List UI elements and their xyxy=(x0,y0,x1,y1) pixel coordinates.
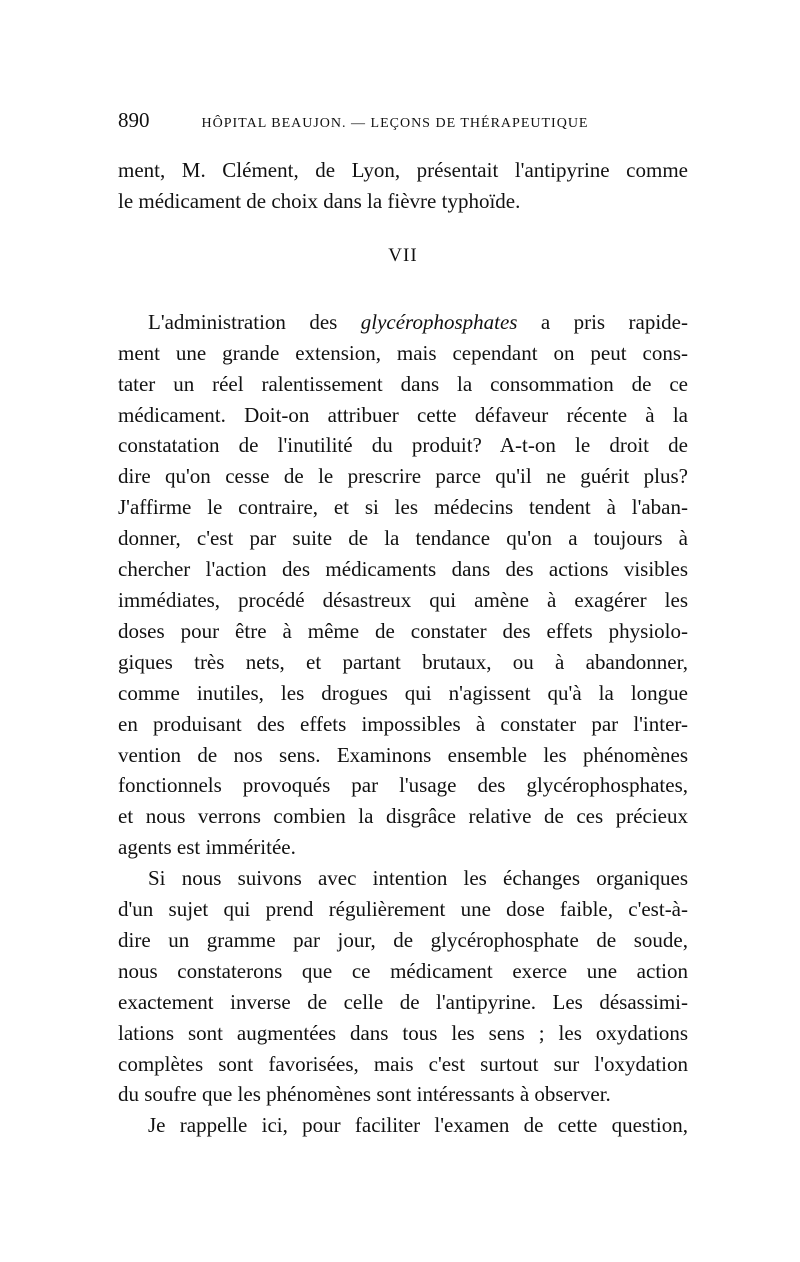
text-line: fonctionnels provoqués par l'usage des glycérophosphates, xyxy=(118,773,688,798)
text-line: agents est imméritée. xyxy=(118,835,296,860)
page-number: 890 xyxy=(118,108,150,132)
text-line: L'administration des glycérophosphates a pris rapide- xyxy=(148,309,688,334)
continuation-paragraph xyxy=(118,155,688,217)
section-number: VII xyxy=(388,244,418,266)
section-paragraph-3 xyxy=(118,1110,688,1141)
text-line: donner, c'est par suite de la tendance qu'on a toujours à xyxy=(118,526,688,551)
text-line: tater un réel ralentissement dans la consommation de ce xyxy=(118,371,688,396)
text-line: médicament. Doit-on attribuer cette défaveur récente à la xyxy=(118,402,688,427)
text-line: doses pour être à même de constater des effets physiolo- xyxy=(118,618,688,643)
text-line: Je rappelle ici, pour faciliter l'examen de cette question, xyxy=(148,1113,688,1138)
text-line: giques très nets, et partant brutaux, ou à abandonner, xyxy=(118,649,688,674)
book-page xyxy=(118,108,688,1141)
text-line: dire qu'on cesse de le prescrire parce qu'il ne guérit plus? xyxy=(118,464,688,489)
text-line: vention de nos sens. Examinons ensemble les phénomènes xyxy=(118,742,688,767)
text-line: ment une grande extension, mais cependant on peut cons- xyxy=(118,340,688,365)
running-title: HÔPITAL BEAUJON. — LEÇONS DE THÉRAPEUTIQUE xyxy=(201,116,589,131)
text-line: nous constaterons que ce médicament exerce une action xyxy=(118,958,688,983)
text-line: comme inutiles, les drogues qui n'agissent qu'à la longue xyxy=(118,680,688,705)
text-line: dire un gramme par jour, de glycérophosphate de soude, xyxy=(118,927,688,952)
text-line: lations sont augmentées dans tous les sens ; les oxydations xyxy=(118,1020,688,1045)
text-line: complètes sont favorisées, mais c'est surtout sur l'oxydation xyxy=(118,1051,688,1076)
text-line: ment, M. Clément, de Lyon, présentait l'antipyrine comme xyxy=(118,158,688,182)
text-line: et nous verrons combien la disgrâce relative de ces précieux xyxy=(118,804,688,829)
text-line: le médicament de choix dans la fièvre typhoïde. xyxy=(118,188,521,213)
text-line: exactement inverse de celle de l'antipyrine. Les désassimi- xyxy=(118,989,688,1014)
text-line: constatation de l'inutilité du produit? A-t-on le droit de xyxy=(118,433,688,458)
text-line: du soufre que les phénomènes sont intéressants à observer. xyxy=(118,1082,611,1107)
text-line: J'affirme le contraire, et si les médecins tendent à l'aban- xyxy=(118,495,688,520)
italic-term: glycérophosphates xyxy=(360,309,518,334)
text-line: immédiates, procédé désastreux qui amène à exagérer les xyxy=(118,587,688,612)
section-paragraph-1 xyxy=(118,307,688,863)
text-line: chercher l'action des médicaments dans des actions visibles xyxy=(118,557,688,582)
running-head xyxy=(118,108,688,133)
section-paragraph-2 xyxy=(118,863,688,1110)
text-line: d'un sujet qui prend régulièrement une dose faible, c'est-à- xyxy=(118,897,688,922)
text-line: en produisant des effets impossibles à constater par l'inter- xyxy=(118,711,688,736)
text-line: Si nous suivons avec intention les échanges organiques xyxy=(148,866,688,891)
